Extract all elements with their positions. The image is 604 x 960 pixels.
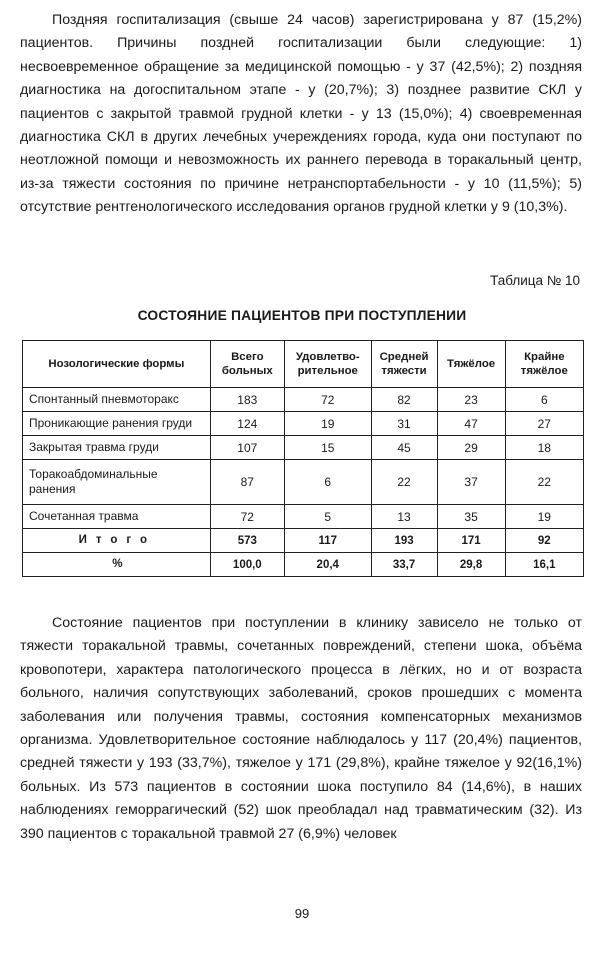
cell-satisfactory: 20,4 (284, 553, 371, 577)
paragraph-patient-condition: Состояние пациентов при поступлении в клинику зависело не только от тяжести торакальной травмы, сочетанных повреждений, степени шока, объёма кровопотери, характера патологического процесса в лёгких, но и от возраста больного, наличия сопутствующих заболеваний, сроков прошедших с момента заболевания или получения травмы, состояния компенсаторных механизмов организма. Удовлетворительное состояние наблюдалось у 117 (20,4%) пациентов, средней тяжести у 193 (33,7%), тяжелое у 171 (29,8%), крайне тяжелое у 92(16,1%) больных. Из 573 пациентов в состоянии шока поступило 84 (14,6%), в наших наблюдениях геморрагический (52) шок преобладал над травматическим (32). Из 390 пациентов с торакальной травмой 27 (6,9%) человек (20, 615, 582, 842)
cell-total: 72 (210, 505, 284, 529)
cell-severe: 171 (437, 529, 505, 553)
cell-total: 100,0 (210, 553, 284, 577)
cell-satisfactory: 19 (284, 412, 371, 436)
cell-satisfactory: 15 (284, 436, 371, 460)
cell-severe: 23 (437, 388, 505, 412)
cell-extremely-severe: 22 (505, 460, 583, 505)
table-row (23, 412, 584, 436)
cell-moderate: 33,7 (371, 553, 437, 577)
row-label: Закрытая травма груди (23, 436, 211, 460)
cell-satisfactory: 6 (284, 460, 371, 505)
row-label: Спонтанный пневмоторакс (23, 388, 211, 412)
table-row (23, 388, 584, 412)
cell-total: 573 (210, 529, 284, 553)
cell-severe: 35 (437, 505, 505, 529)
row-label: Торакоабдоминальные ранения (23, 460, 211, 505)
cell-extremely-severe: 18 (505, 436, 583, 460)
cell-moderate: 193 (371, 529, 437, 553)
cell-extremely-severe: 16,1 (505, 553, 583, 577)
cell-moderate: 82 (371, 388, 437, 412)
row-label: Итого (23, 529, 211, 553)
page-number: 99 (294, 906, 310, 921)
cell-moderate: 31 (371, 412, 437, 436)
cell-severe: 47 (437, 412, 505, 436)
header-severe: Тяжёлое (437, 341, 505, 388)
paragraph-late-hospitalization: Поздняя госпитализация (свыше 24 часов) зарегистрирована у 87 (15,2%) пациентов. Причины поздней госпитализации были следующие: 1) несвоевременное обращение за медицинской помощью - у 37 (42,5%); 2) поздняя диагностика на догоспитальном этапе - у (20,7%); 3) позднее развитие СКЛ у пациентов с закрытой травмой грудной клетки - у 13 (15,0%); 4) своевременная диагностика СКЛ в других лечебных учереждениях города, куда они поступают по неотложной помощи и невозможность их раннего перевода в торакальный центр, из-за тяжести состояния по причине нетранспортабельности - у 10 (11,5%); 5) отсутствие рентгенологического исследования органов грудной клетки у 9 (10,3%). (20, 12, 582, 216)
header-total-patients: Всего больных (210, 341, 284, 388)
table-row (23, 436, 584, 460)
patient-condition-table (22, 340, 584, 577)
table-row-percent (23, 553, 584, 577)
cell-extremely-severe: 19 (505, 505, 583, 529)
cell-extremely-severe: 27 (505, 412, 583, 436)
cell-severe: 29,8 (437, 553, 505, 577)
row-label: Сочетанная травма (23, 505, 211, 529)
table-title: СОСТОЯНИЕ ПАЦИЕНТОВ ПРИ ПОСТУПЛЕНИИ (137, 308, 467, 323)
cell-total: 107 (210, 436, 284, 460)
header-satisfactory: Удовлетво-рительное (284, 341, 371, 388)
header-nosological-forms: Нозологические формы (23, 341, 211, 388)
cell-severe: 29 (437, 436, 505, 460)
cell-extremely-severe: 6 (505, 388, 583, 412)
cell-extremely-severe: 92 (505, 529, 583, 553)
table-row (23, 505, 584, 529)
cell-satisfactory: 5 (284, 505, 371, 529)
cell-total: 183 (210, 388, 284, 412)
cell-satisfactory: 72 (284, 388, 371, 412)
table-header-row (23, 341, 584, 388)
header-extremely-severe: Крайне тяжёлое (505, 341, 583, 388)
row-label: Проникающие ранения груди (23, 412, 211, 436)
cell-severe: 37 (437, 460, 505, 505)
header-moderate: Средней тяжести (371, 341, 437, 388)
cell-moderate: 22 (371, 460, 437, 505)
cell-moderate: 45 (371, 436, 437, 460)
cell-total: 124 (210, 412, 284, 436)
table-row-total (23, 529, 584, 553)
row-label: % (23, 553, 211, 577)
cell-total: 87 (210, 460, 284, 505)
cell-satisfactory: 117 (284, 529, 371, 553)
table-label: Таблица № 10 (490, 273, 580, 288)
table-row (23, 460, 584, 505)
cell-moderate: 13 (371, 505, 437, 529)
